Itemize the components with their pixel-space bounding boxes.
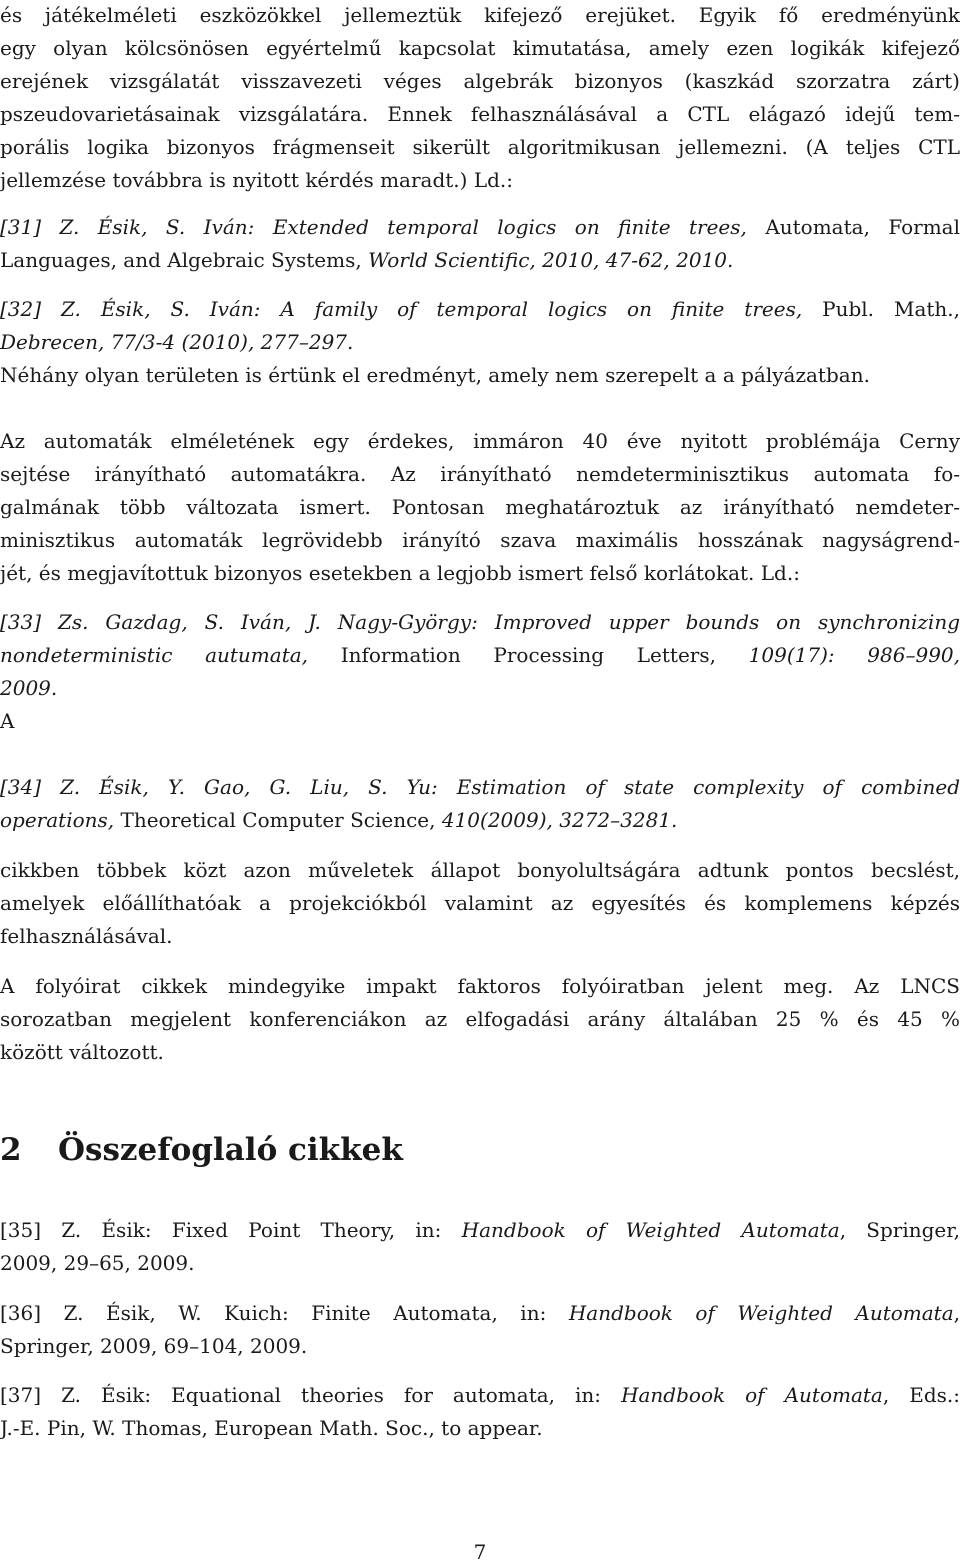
reference-details: Springer, 2009, 69–104, 2009.	[0, 1334, 308, 1358]
section-number: 2	[0, 1132, 22, 1168]
reference-venue: Publ. Math.,	[802, 297, 960, 321]
reference-authors-title: [32] Z. Ésik, S. Iván: A family of temporal logics on finite trees,	[0, 297, 803, 321]
paragraph-cerny	[0, 425, 960, 590]
reference-authors-title: [35] Z. Ésik: Fixed Point Theory, in:	[0, 1218, 462, 1242]
reference-venue: Automata, Formal	[746, 215, 960, 239]
reference-line	[0, 1379, 960, 1412]
reference-details: J.-E. Pin, W. Thomas, European Math. Soc., to appear.	[0, 1416, 543, 1440]
section-heading	[0, 1128, 403, 1172]
reference-book: Handbook of Weighted Automata	[461, 1218, 840, 1242]
reference-line	[0, 1214, 960, 1247]
reference-details: 410(2009), 3272–3281.	[435, 808, 678, 832]
text-line: Az automaták elméletének egy érdekes, immáron 40 éve nyitott problémája Cerny	[0, 429, 960, 453]
reference-venue: Information Processing Letters,	[308, 643, 716, 667]
reference-details: 109(17): 986–990,	[715, 643, 960, 667]
reference-authors-title: [37] Z. Ésik: Equational theories for automata, in:	[0, 1383, 622, 1407]
text-line: minisztikus automaták legrövidebb irányító szava maximális hosszának nagyságrend-	[0, 528, 960, 552]
reference-34	[0, 771, 960, 837]
page-number: 7	[473, 1540, 487, 1564]
text-line: jellemzése továbbra is nyitott kérdés maradt.) Ld.:	[0, 168, 513, 192]
reference-book: Handbook of Weighted Automata	[568, 1301, 954, 1325]
text-line: egy olyan kölcsönösen egyértelmű kapcsolat kimutatása, amely ezen logikák kifejező	[0, 36, 960, 60]
reference-33	[0, 606, 960, 705]
text-line: jét, és megjavítottuk bizonyos esetekben a legjobb ismert felső korlátokat. Ld.:	[0, 561, 800, 585]
reference-line	[0, 639, 960, 672]
reference-line	[0, 804, 960, 837]
reference-line: [33] Zs. Gazdag, S. Iván, J. Nagy-György: Improved upper bounds on synchronizing	[0, 610, 960, 634]
paragraph-complexity	[0, 854, 960, 953]
reference-line	[0, 293, 960, 326]
text-line: A folyóirat cikkek mindegyike impakt faktoros folyóiratban jelent meg. Az LNCS	[0, 974, 960, 998]
reference-editors: , Eds.:	[882, 1383, 960, 1407]
intro-paragraph	[0, 0, 960, 197]
paragraph-journals	[0, 970, 960, 1069]
reference-details: 2009, 29–65, 2009.	[0, 1251, 195, 1275]
reference-31	[0, 211, 960, 277]
text-line: pszeudovarietásainak vizsgálatára. Ennek felhasználásával a CTL elágazó idejű tem-	[0, 102, 960, 126]
reference-35	[0, 1214, 960, 1280]
reference-line	[0, 211, 960, 244]
section-title: Összefoglaló cikkek	[58, 1132, 403, 1168]
text-line: sorozatban megjelent konferenciákon az elfogadási arány általában 25 % és 45 %	[0, 1007, 960, 1031]
reference-32	[0, 293, 960, 359]
reference-title: operations,	[0, 808, 115, 832]
text-line: amelyek előállíthatóak a projekciókból valamint az egyesítés és komplemens képzés	[0, 891, 960, 915]
text-line: között változott.	[0, 1040, 164, 1064]
reference-37	[0, 1379, 960, 1445]
stray-letter	[0, 705, 960, 738]
reference-details: World Scientific, 2010, 47-62, 2010.	[361, 248, 734, 272]
text-line: felhasználásával.	[0, 924, 173, 948]
paragraph-other-results	[0, 359, 960, 392]
reference-publisher: ,	[953, 1301, 960, 1325]
text-line: Néhány olyan területen is értünk el eredményt, amely nem szerepelt a a pályázatban.	[0, 363, 870, 387]
reference-36	[0, 1297, 960, 1363]
reference-details: 2009.	[0, 676, 58, 700]
reference-publisher: , Springer,	[839, 1218, 960, 1242]
reference-venue: Languages, and Algebraic Systems,	[0, 248, 362, 272]
reference-authors-title: [31] Z. Ésik, S. Iván: Extended temporal logics on finite trees,	[0, 215, 747, 239]
text-line: galmának több változata ismert. Pontosan meghatároztuk az irányítható nemdeter-	[0, 495, 960, 519]
text-line: és játékelméleti eszközökkel jellemeztük kifejező erejüket. Egyik fő eredményünk	[0, 3, 960, 27]
reference-line	[0, 244, 960, 277]
reference-title: nondeterministic autumata,	[0, 643, 309, 667]
reference-line	[0, 1297, 960, 1330]
reference-book: Handbook of Automata	[621, 1383, 883, 1407]
text-line: A	[0, 709, 15, 733]
text-line: sejtése irányítható automatákra. Az irányítható nemdeterminisztikus automata fo-	[0, 462, 960, 486]
reference-line: [34] Z. Ésik, Y. Gao, G. Liu, S. Yu: Estimation of state complexity of combined	[0, 775, 960, 799]
text-line: erejének vizsgálatát visszavezeti véges algebrák bizonyos (kaszkád szorzatra zárt)	[0, 69, 960, 93]
reference-authors-title: [36] Z. Ésik, W. Kuich: Finite Automata, in:	[0, 1301, 569, 1325]
reference-details: Debrecen, 77/3-4 (2010), 277–297.	[0, 330, 354, 354]
reference-venue: Theoretical Computer Science,	[114, 808, 436, 832]
text-line: cikkben többek közt azon műveletek állapot bonyolultságára adtunk pontos becslést,	[0, 858, 960, 882]
text-line: porális logika bizonyos frágmenseit sikerült algoritmikusan jellemezni. (A teljes CTL	[0, 135, 960, 159]
